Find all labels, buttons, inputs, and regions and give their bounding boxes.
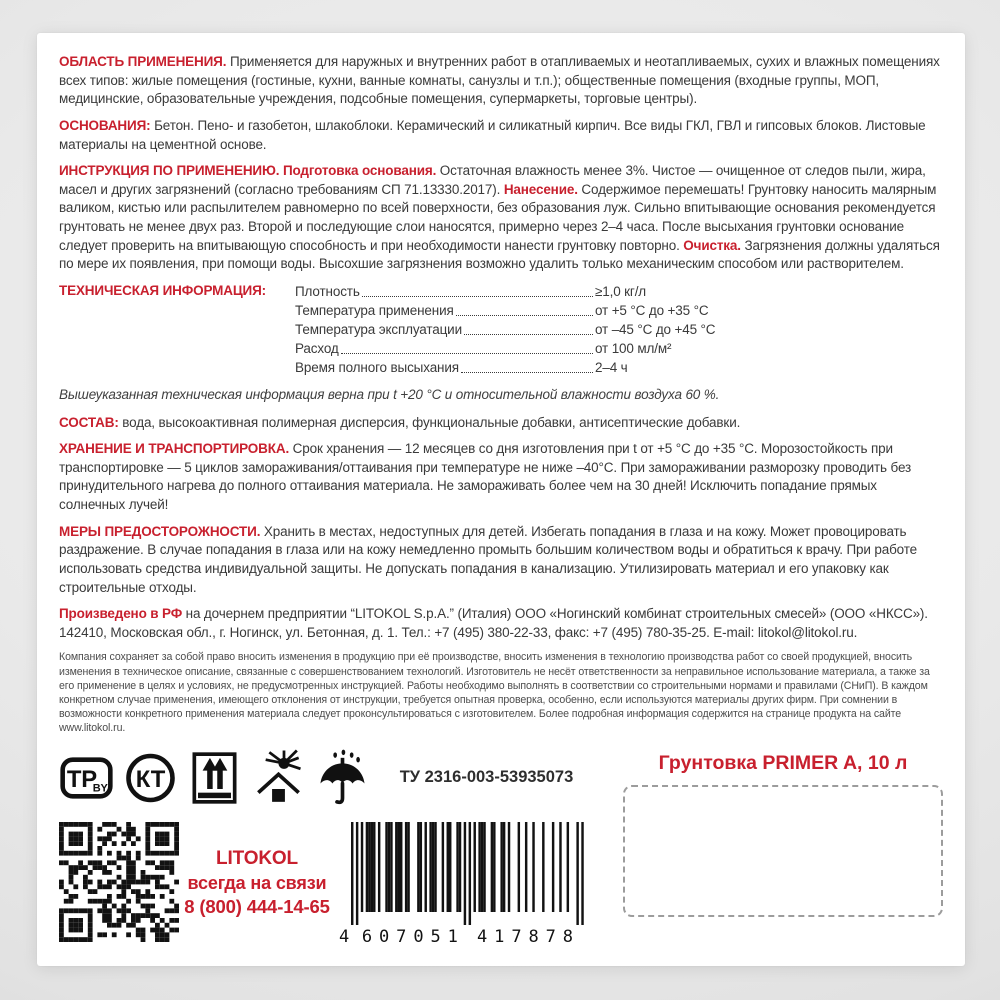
section-heading: ХРАНЕНИЕ И ТРАНСПОРТИРОВКА.	[59, 441, 293, 457]
tech-row	[295, 358, 943, 377]
hotline-phone: 8 (800) 444-14-65	[184, 896, 330, 918]
svg-text:1: 1	[494, 926, 505, 946]
tech-row	[295, 282, 943, 301]
dot-leader	[341, 339, 593, 354]
svg-text:BY: BY	[92, 782, 108, 795]
tech-param-value: от +5 °С до +35 °С	[595, 302, 709, 318]
svg-text:4: 4	[477, 926, 488, 946]
label-paragraph	[59, 414, 943, 433]
paragraph-text: Применяется для наружных и внутренних работ в отапливаемых и неотапливаемых, сухих и влажных помещениях всех типов: жилые помещения (гостиные, кухни, ванные комнаты, санузлы и т.п.); общественные помещения (входные группы, МОП, медицинские, образовательные учреждения, подсобные помещения, супермаркеты, торговые центры).	[59, 54, 940, 107]
section-heading: Произведено в РФ	[59, 606, 186, 622]
svg-text:0: 0	[413, 926, 424, 946]
section-heading: ИНСТРУКЦИЯ ПО ПРИМЕНЕНИЮ.	[59, 163, 283, 179]
paragraph-text: на дочернем предприятии “LITOKOL S.p.A.” (Италия) ООО «Ногинский комбинат строительных смесей» (ООО «НКСС»). 142410, Московская обл., г. Ногинск, ул. Бетонная, д. 1. Тел.: +7 (495) 380-22-33, факс: +7 (495) 780-35-25. E-mail: litokol@litokol.ru.	[59, 606, 928, 640]
label-paragraph	[59, 162, 943, 274]
tech-param-value: ≥1,0 кг/л	[595, 283, 647, 299]
paragraph-text: Остаточная влажность менее 3%. Чистое — очищенное от следов пыли, жира, масел и других загрязнений (согласно требованиям СП 71.13330.2017).	[59, 163, 926, 197]
label-body-text	[59, 53, 943, 736]
technical-info-heading: ТЕХНИЧЕСКАЯ ИНФОРМАЦИЯ:	[59, 282, 266, 298]
section-heading: МЕРЫ ПРЕДОСТОРОЖНОСТИ.	[59, 523, 264, 539]
paragraph-text: Содержимое перемешать! Грунтовку наносить малярным валиком, кистью или распылителем равномерно по всей поверхности, без образования луж. Сильно впитывающие основания рекомендуется грунтовать не менее двух раз. Второй и последующие слои наносятся, примерно через 2–4 часа. После высыхания грунтовки основание следует проверить на впитывающую способность и при необходимости нанести грунтовку повторно.	[59, 181, 937, 253]
brand-name: LITOKOL	[216, 847, 298, 869]
tu-standard-number: ТУ 2316-003-53935073	[399, 768, 574, 787]
section-heading: ОБЛАСТЬ ПРИМЕНЕНИЯ.	[59, 54, 230, 69]
svg-text:1: 1	[447, 926, 458, 946]
footer-right-column	[623, 750, 943, 952]
svg-text:КТ: КТ	[135, 765, 166, 793]
section-heading: Очистка.	[683, 237, 745, 253]
product-label-panel	[37, 33, 965, 966]
tech-row	[295, 339, 943, 358]
label-footer	[59, 746, 943, 952]
tech-param-value: от –45 °С до +45 °С	[595, 321, 716, 337]
dot-leader	[464, 320, 593, 335]
tech-param-value: от 100 мл/м²	[595, 340, 672, 356]
footer-left-column	[59, 746, 603, 952]
dot-leader	[456, 301, 593, 316]
tech-row	[295, 320, 943, 339]
brand-tagline: всегда на связи	[187, 873, 327, 894]
tech-param-name: Температура применения	[295, 302, 454, 318]
svg-text:8: 8	[528, 926, 539, 946]
tech-param-name: Расход	[295, 340, 339, 356]
keep-away-from-sunlight-icon	[251, 748, 306, 808]
label-paragraph	[59, 523, 943, 598]
label-paragraph	[59, 440, 943, 515]
qr-code	[59, 822, 179, 942]
paragraph-text: Срок хранения — 12 месяцев со дня изготовления при t от +5 °С до +35 °С. Морозостойкость при транспортировке — 5 циклов замораживания/оттаивания при температуре не ниже –40°С. При замораживании разморозку проводить без принудительного нагрева до полного оттаивания материала. Не замораживать более чем на 30 дней! Исключить попадание прямых солнечных лучей!	[59, 441, 912, 512]
technical-info-rows	[295, 282, 943, 377]
technical-note: Вышеуказанная техническая информация верна при t +20 °С и относительной влажности воздуха 60 %.	[59, 386, 720, 402]
svg-text:5: 5	[430, 926, 441, 946]
paragraph-text: Хранить в местах, недоступных для детей. Избегать попадания в глаза и на кожу. Может провоцировать раздражение. В случае попадания в глаза или на кожу немедленно промыть большим количеством воды и обратиться к врачу. При работе использовать средства индивидуальной защиты. Не допускать попадания в канализацию. Утилизировать материал и его упаковку как строительные отходы.	[59, 523, 917, 595]
contact-block	[179, 846, 335, 921]
ean13-barcode	[335, 822, 597, 952]
section-heading: СОСТАВ:	[59, 414, 123, 430]
section-heading: Подготовка основания.	[282, 163, 440, 179]
section-heading: ОСНОВАНИЯ:	[59, 117, 155, 133]
svg-text:8: 8	[562, 926, 573, 946]
batch-stamp-box	[623, 785, 943, 917]
certification-row	[59, 748, 603, 808]
legal-disclaimer: Компания сохраняет за собой право вносить изменения в продукцию при её производстве, вносить изменения в технологию производства работ со своей продукцией, вносить изменения в техническое описание, связанные с совершенствованием технологий. Изготовитель не несёт ответственности за неправильное использование материала, а также за его применение в целях и условиях, не предусмотренных инструкцией. Работы необходимо выполнять в соответствии со строительными нормами и правилами (СНиП). В каждом конкретном случае применения, имеющего отклонения от инструкции, требуется опытная проверка, особенно, если используются материалы других фирм. При сомнении в возможности конкретного применения материала следует проконсультироваться с изготовителем. Более подробная информация содержится на странице продукта на сайте www.litokol.ru.	[59, 651, 930, 735]
tech-param-name: Температура эксплуатации	[295, 321, 462, 337]
paragraph-text: Загрязнения должны удаляться по мере их появления, при помощи воды. Высохшие загрязнения возможно удалить только механическим способом или растворителем.	[59, 237, 940, 272]
svg-text:0: 0	[379, 926, 390, 946]
tech-param-name: Время полного высыхания	[295, 359, 459, 375]
section-heading: Нанесение.	[503, 181, 582, 197]
codes-row	[59, 822, 603, 952]
svg-text:4: 4	[339, 926, 350, 946]
svg-text:6: 6	[361, 926, 372, 946]
kt-certification-mark-icon	[123, 748, 178, 808]
technical-info-table	[59, 282, 943, 377]
label-paragraph	[59, 605, 943, 642]
packaging-pictograms	[59, 748, 370, 808]
this-way-up-icon	[187, 748, 242, 808]
dot-leader	[461, 358, 593, 373]
svg-text:7: 7	[396, 926, 407, 946]
svg-text:7: 7	[545, 926, 556, 946]
svg-text:7: 7	[511, 926, 522, 946]
tr-by-certification-mark-icon	[59, 748, 114, 808]
tech-param-value: 2–4 ч	[595, 359, 628, 375]
keep-dry-icon	[315, 748, 370, 808]
label-paragraph	[59, 53, 943, 109]
svg-text:ТР: ТР	[66, 765, 98, 793]
tech-param-name: Плотность	[295, 283, 360, 299]
dot-leader	[362, 282, 593, 297]
product-title: Грунтовка PRIMER A, 10 л	[658, 751, 908, 774]
label-paragraph	[59, 117, 943, 154]
paragraph-text: вода, высокоактивная полимерная дисперсия, функциональные добавки, антисептические добавки.	[122, 414, 741, 430]
paragraph-text: Бетон. Пено- и газобетон, шлакоблоки. Керамический и силикатный кирпич. Все виды ГКЛ, ГВЛ и гипсовых блоков. Листовые материалы на цементной основе.	[59, 117, 926, 152]
tech-row	[295, 301, 943, 320]
